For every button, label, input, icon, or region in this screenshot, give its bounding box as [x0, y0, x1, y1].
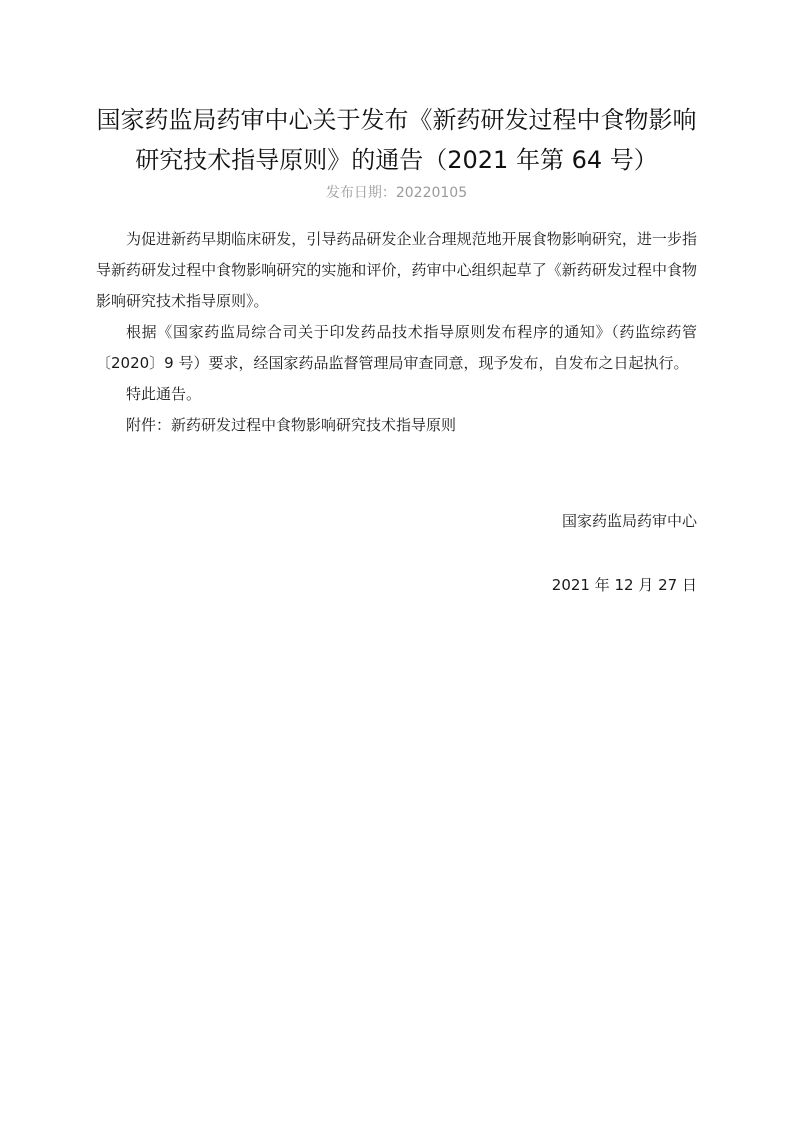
paragraph-intro: 为促进新药早期临床研发，引导药品研发企业合理规范地开展食物影响研究，进一步指导新药研发过程中食物影响研究的实施和评价，药审中心组织起草了《新药研发过程中食物影响研究技术指导原则》。: [96, 230, 697, 310]
paragraph-basis: 根据《国家药监局综合司关于印发药品技术指导原则发布程序的通知》（药监综药管〔2020〕9 号）要求，经国家药品监督管理局审查同意，现予发布，自发布之日起执行。: [96, 323, 697, 372]
document-title: [60, 100, 733, 180]
attachment-link[interactable]: 附件：新药研发过程中食物影响研究技术指导原则: [126, 416, 457, 434]
title-line-2: 研究技术指导原则》的通告（2021 年第 64 号）: [135, 146, 658, 174]
publish-date: 发布日期：20220105: [325, 185, 468, 201]
document-body: [96, 224, 697, 441]
paragraph-notice: 特此通告。: [126, 385, 202, 403]
title-line-1: 国家药监局药审中心关于发布《新药研发过程中食物影响: [96, 106, 697, 134]
signature: 国家药监局药审中心: [561, 512, 697, 530]
signature-date: 2021 年 12 月 27 日: [551, 576, 697, 594]
